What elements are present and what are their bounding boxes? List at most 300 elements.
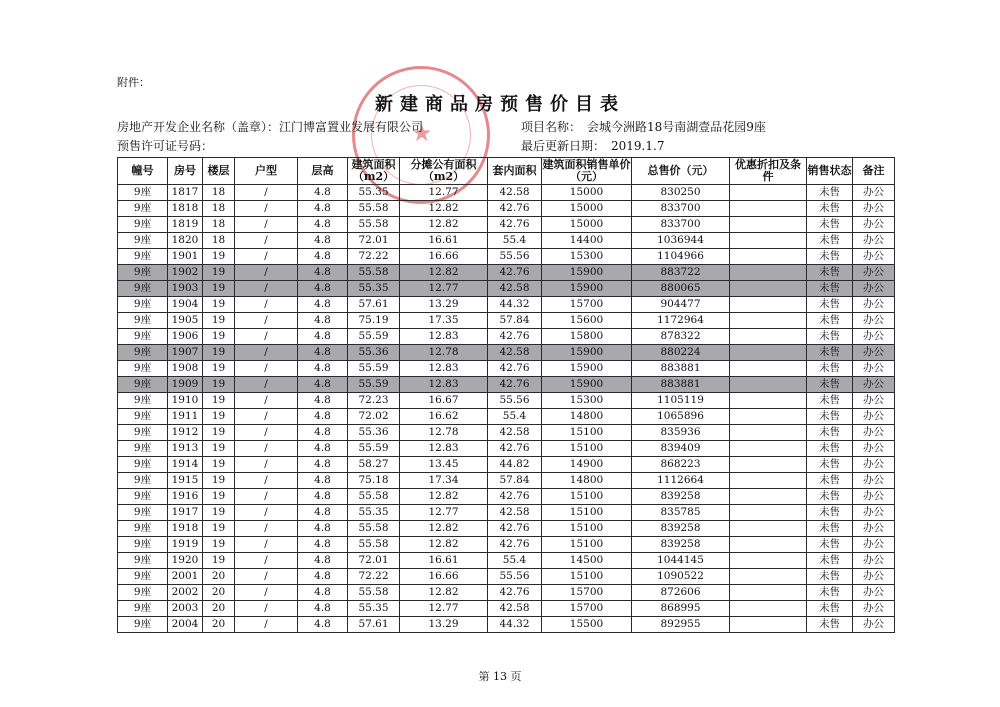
cell-building: 9座: [118, 457, 168, 473]
cell-height: 4.8: [298, 537, 348, 553]
cell-building: 9座: [118, 249, 168, 265]
cell-note: 办公: [853, 409, 895, 425]
cell-room: 1907: [168, 345, 203, 361]
column-header: 备注: [853, 158, 895, 185]
project-value: 会城今洲路18号南湖壹品花园9座: [587, 120, 766, 134]
cell-building: 9座: [118, 617, 168, 633]
cell-area: 72.02: [348, 409, 400, 425]
cell-note: 办公: [853, 585, 895, 601]
cell-building: 9座: [118, 521, 168, 537]
cell-floor: 19: [203, 473, 235, 489]
table-row: [118, 201, 895, 217]
cell-inner: 42.76: [488, 537, 542, 553]
attachment-label: 附件：: [117, 76, 150, 89]
cell-building: 9座: [118, 393, 168, 409]
cell-height: 4.8: [298, 505, 348, 521]
cell-area: 57.61: [348, 617, 400, 633]
cell-floor: 19: [203, 409, 235, 425]
page-number: 第 13 页: [478, 670, 522, 683]
cell-inner: 42.58: [488, 281, 542, 297]
cell-area: 75.18: [348, 473, 400, 489]
cell-status: 未售: [807, 297, 853, 313]
cell-shared: 16.66: [400, 569, 488, 585]
cell-height: 4.8: [298, 201, 348, 217]
cell-discount: [730, 505, 807, 521]
cell-unit-price: 15900: [542, 361, 632, 377]
cell-note: 办公: [853, 345, 895, 361]
cell-status: 未售: [807, 473, 853, 489]
update-value: 2019.1.7: [611, 139, 665, 153]
cell-shared: 12.77: [400, 281, 488, 297]
cell-unit-price: 15100: [542, 425, 632, 441]
cell-area: 72.23: [348, 393, 400, 409]
column-header: 楼层: [203, 158, 235, 185]
cell-building: 9座: [118, 329, 168, 345]
cell-discount: [730, 361, 807, 377]
cell-type: /: [235, 425, 298, 441]
table-row: [118, 617, 895, 633]
cell-height: 4.8: [298, 473, 348, 489]
cell-height: 4.8: [298, 489, 348, 505]
cell-type: /: [235, 473, 298, 489]
cell-room: 1902: [168, 265, 203, 281]
cell-note: 办公: [853, 441, 895, 457]
cell-area: 55.58: [348, 537, 400, 553]
cell-type: /: [235, 409, 298, 425]
cell-discount: [730, 489, 807, 505]
cell-building: 9座: [118, 185, 168, 201]
cell-unit-price: 15000: [542, 185, 632, 201]
cell-type: /: [235, 249, 298, 265]
cell-inner: 42.58: [488, 425, 542, 441]
cell-inner: 42.76: [488, 329, 542, 345]
cell-status: 未售: [807, 361, 853, 377]
cell-unit-price: 15900: [542, 265, 632, 281]
table-row: [118, 345, 895, 361]
cell-status: 未售: [807, 553, 853, 569]
cell-note: 办公: [853, 617, 895, 633]
cell-height: 4.8: [298, 329, 348, 345]
cell-type: /: [235, 393, 298, 409]
cell-floor: 18: [203, 185, 235, 201]
cell-type: /: [235, 233, 298, 249]
cell-status: 未售: [807, 521, 853, 537]
cell-note: 办公: [853, 297, 895, 313]
cell-building: 9座: [118, 489, 168, 505]
cell-unit-price: 15300: [542, 249, 632, 265]
cell-height: 4.8: [298, 585, 348, 601]
cell-floor: 20: [203, 585, 235, 601]
cell-discount: [730, 249, 807, 265]
cell-shared: 17.35: [400, 313, 488, 329]
cell-height: 4.8: [298, 249, 348, 265]
cell-room: 1906: [168, 329, 203, 345]
cell-discount: [730, 473, 807, 489]
cell-floor: 19: [203, 313, 235, 329]
cell-unit-price: 15100: [542, 505, 632, 521]
cell-status: 未售: [807, 425, 853, 441]
cell-type: /: [235, 569, 298, 585]
cell-total: 830250: [632, 185, 730, 201]
cell-area: 55.35: [348, 185, 400, 201]
cell-height: 4.8: [298, 441, 348, 457]
cell-type: /: [235, 361, 298, 377]
cell-total: 839409: [632, 441, 730, 457]
cell-height: 4.8: [298, 361, 348, 377]
cell-room: 1915: [168, 473, 203, 489]
cell-type: /: [235, 313, 298, 329]
cell-unit-price: 15900: [542, 377, 632, 393]
cell-note: 办公: [853, 377, 895, 393]
cell-note: 办公: [853, 457, 895, 473]
table-row: [118, 601, 895, 617]
cell-note: 办公: [853, 329, 895, 345]
column-header: 房号: [168, 158, 203, 185]
cell-height: 4.8: [298, 297, 348, 313]
table-row: [118, 281, 895, 297]
cell-inner: 42.58: [488, 601, 542, 617]
cell-room: 1917: [168, 505, 203, 521]
table-row: [118, 393, 895, 409]
cell-area: 55.59: [348, 377, 400, 393]
cell-building: 9座: [118, 601, 168, 617]
cell-total: 835785: [632, 505, 730, 521]
cell-unit-price: 15700: [542, 585, 632, 601]
cell-status: 未售: [807, 249, 853, 265]
cell-status: 未售: [807, 185, 853, 201]
cell-room: 1914: [168, 457, 203, 473]
cell-inner: 42.76: [488, 265, 542, 281]
cell-building: 9座: [118, 201, 168, 217]
column-header: 销售状态: [807, 158, 853, 185]
cell-total: 1036944: [632, 233, 730, 249]
cell-shared: 17.34: [400, 473, 488, 489]
cell-status: 未售: [807, 457, 853, 473]
cell-total: 833700: [632, 217, 730, 233]
cell-total: 883881: [632, 361, 730, 377]
cell-inner: 42.58: [488, 185, 542, 201]
cell-area: 55.35: [348, 505, 400, 521]
cell-area: 58.27: [348, 457, 400, 473]
cell-status: 未售: [807, 281, 853, 297]
cell-inner: 55.4: [488, 553, 542, 569]
cell-building: 9座: [118, 425, 168, 441]
cell-floor: 20: [203, 617, 235, 633]
cell-floor: 19: [203, 249, 235, 265]
cell-area: 55.35: [348, 601, 400, 617]
cell-unit-price: 15900: [542, 281, 632, 297]
cell-shared: 13.29: [400, 617, 488, 633]
cell-building: 9座: [118, 473, 168, 489]
cell-room: 2001: [168, 569, 203, 585]
cell-room: 1817: [168, 185, 203, 201]
cell-unit-price: 15100: [542, 537, 632, 553]
cell-shared: 12.82: [400, 265, 488, 281]
cell-floor: 19: [203, 361, 235, 377]
cell-inner: 42.76: [488, 585, 542, 601]
column-header: 建筑面积销售单价（元）: [542, 158, 631, 183]
cell-floor: 20: [203, 569, 235, 585]
update-label: 最后更新日期：: [521, 139, 606, 153]
table-row: [118, 441, 895, 457]
developer-value: 江门博富置业发展有限公司: [279, 120, 424, 134]
cell-floor: 19: [203, 377, 235, 393]
cell-discount: [730, 201, 807, 217]
cell-floor: 19: [203, 425, 235, 441]
cell-discount: [730, 585, 807, 601]
cell-total: 883881: [632, 377, 730, 393]
cell-shared: 12.78: [400, 425, 488, 441]
cell-note: 办公: [853, 393, 895, 409]
cell-room: 1918: [168, 521, 203, 537]
cell-room: 1820: [168, 233, 203, 249]
cell-type: /: [235, 505, 298, 521]
cell-building: 9座: [118, 553, 168, 569]
cell-note: 办公: [853, 217, 895, 233]
project-info: [521, 118, 766, 135]
cell-floor: 20: [203, 601, 235, 617]
cell-total: 1065896: [632, 409, 730, 425]
cell-height: 4.8: [298, 457, 348, 473]
cell-shared: 13.45: [400, 457, 488, 473]
table-row: [118, 233, 895, 249]
cell-unit-price: 15700: [542, 601, 632, 617]
cell-area: 55.58: [348, 521, 400, 537]
cell-inner: 57.84: [488, 473, 542, 489]
cell-room: 1905: [168, 313, 203, 329]
cell-shared: 12.82: [400, 217, 488, 233]
table-row: [118, 409, 895, 425]
cell-shared: 16.66: [400, 249, 488, 265]
cell-floor: 19: [203, 441, 235, 457]
cell-height: 4.8: [298, 553, 348, 569]
cell-area: 72.01: [348, 233, 400, 249]
cell-inner: 44.32: [488, 297, 542, 313]
cell-shared: 16.62: [400, 409, 488, 425]
cell-floor: 19: [203, 553, 235, 569]
cell-shared: 12.82: [400, 585, 488, 601]
cell-height: 4.8: [298, 233, 348, 249]
cell-type: /: [235, 457, 298, 473]
table-row: [118, 537, 895, 553]
cell-total: 1090522: [632, 569, 730, 585]
cell-type: /: [235, 281, 298, 297]
cell-type: /: [235, 441, 298, 457]
cell-unit-price: 14500: [542, 553, 632, 569]
cell-shared: 12.77: [400, 505, 488, 521]
cell-room: 1920: [168, 553, 203, 569]
cell-type: /: [235, 537, 298, 553]
cell-area: 55.58: [348, 201, 400, 217]
column-header: 优惠折扣及条件: [730, 158, 807, 185]
cell-room: 1819: [168, 217, 203, 233]
cell-building: 9座: [118, 585, 168, 601]
cell-inner: 42.76: [488, 361, 542, 377]
cell-status: 未售: [807, 505, 853, 521]
cell-type: /: [235, 217, 298, 233]
cell-inner: 55.56: [488, 569, 542, 585]
cell-height: 4.8: [298, 265, 348, 281]
cell-note: 办公: [853, 281, 895, 297]
cell-discount: [730, 569, 807, 585]
cell-room: 1916: [168, 489, 203, 505]
cell-unit-price: 15100: [542, 489, 632, 505]
cell-status: 未售: [807, 201, 853, 217]
cell-room: 1910: [168, 393, 203, 409]
cell-discount: [730, 345, 807, 361]
cell-unit-price: 15700: [542, 297, 632, 313]
cell-floor: 19: [203, 521, 235, 537]
cell-shared: 12.77: [400, 185, 488, 201]
cell-height: 4.8: [298, 617, 348, 633]
cell-note: 办公: [853, 265, 895, 281]
cell-type: /: [235, 329, 298, 345]
cell-total: 1044145: [632, 553, 730, 569]
cell-total: 839258: [632, 537, 730, 553]
cell-total: 868995: [632, 601, 730, 617]
cell-status: 未售: [807, 393, 853, 409]
table-row: [118, 505, 895, 521]
column-header: 建筑面积（m2）: [348, 158, 400, 185]
cell-floor: 18: [203, 233, 235, 249]
cell-status: 未售: [807, 585, 853, 601]
cell-total: 883722: [632, 265, 730, 281]
cell-building: 9座: [118, 297, 168, 313]
cell-discount: [730, 537, 807, 553]
cell-area: 55.58: [348, 585, 400, 601]
cell-type: /: [235, 345, 298, 361]
cell-total: 868223: [632, 457, 730, 473]
cell-inner: 42.76: [488, 521, 542, 537]
cell-area: 55.58: [348, 265, 400, 281]
cell-shared: 13.29: [400, 297, 488, 313]
cell-status: 未售: [807, 217, 853, 233]
cell-total: 1105119: [632, 393, 730, 409]
cell-area: 72.22: [348, 569, 400, 585]
cell-status: 未售: [807, 569, 853, 585]
cell-discount: [730, 617, 807, 633]
cell-area: 55.59: [348, 441, 400, 457]
cell-total: 880224: [632, 345, 730, 361]
cell-shared: 12.83: [400, 377, 488, 393]
cell-floor: 19: [203, 537, 235, 553]
cell-type: /: [235, 265, 298, 281]
cell-discount: [730, 265, 807, 281]
cell-unit-price: 15800: [542, 329, 632, 345]
cell-height: 4.8: [298, 217, 348, 233]
table-row: [118, 313, 895, 329]
cell-inner: 55.4: [488, 409, 542, 425]
cell-shared: 12.77: [400, 601, 488, 617]
cell-status: 未售: [807, 409, 853, 425]
cell-note: 办公: [853, 361, 895, 377]
cell-note: 办公: [853, 233, 895, 249]
cell-status: 未售: [807, 537, 853, 553]
cell-shared: 16.61: [400, 233, 488, 249]
table-header-row: [118, 158, 895, 185]
table-row: [118, 329, 895, 345]
cell-type: /: [235, 521, 298, 537]
column-header: 幢号: [118, 158, 168, 185]
cell-building: 9座: [118, 377, 168, 393]
cell-unit-price: 14900: [542, 457, 632, 473]
cell-total: 833700: [632, 201, 730, 217]
table-row: [118, 425, 895, 441]
cell-area: 72.01: [348, 553, 400, 569]
developer-info: [117, 118, 423, 135]
cell-floor: 19: [203, 489, 235, 505]
table-row: [118, 185, 895, 201]
cell-note: 办公: [853, 201, 895, 217]
cell-type: /: [235, 185, 298, 201]
cell-room: 1908: [168, 361, 203, 377]
cell-discount: [730, 281, 807, 297]
cell-type: /: [235, 377, 298, 393]
cell-room: 2003: [168, 601, 203, 617]
cell-building: 9座: [118, 233, 168, 249]
cell-type: /: [235, 601, 298, 617]
cell-discount: [730, 393, 807, 409]
cell-room: 1911: [168, 409, 203, 425]
cell-total: 1104966: [632, 249, 730, 265]
cell-total: 904477: [632, 297, 730, 313]
column-header: 分摊公有面积（m2）: [400, 158, 488, 185]
cell-total: 839258: [632, 489, 730, 505]
cell-discount: [730, 601, 807, 617]
update-info: [521, 137, 664, 154]
cell-inner: 57.84: [488, 313, 542, 329]
cell-unit-price: 15900: [542, 345, 632, 361]
cell-height: 4.8: [298, 425, 348, 441]
cell-unit-price: 15000: [542, 217, 632, 233]
column-header: 户型: [235, 158, 298, 185]
cell-shared: 12.82: [400, 537, 488, 553]
cell-shared: 16.67: [400, 393, 488, 409]
cell-total: 839258: [632, 521, 730, 537]
cell-inner: 55.56: [488, 249, 542, 265]
cell-discount: [730, 313, 807, 329]
cell-inner: 44.32: [488, 617, 542, 633]
cell-unit-price: 14800: [542, 473, 632, 489]
cell-building: 9座: [118, 265, 168, 281]
cell-unit-price: 15300: [542, 393, 632, 409]
cell-area: 72.22: [348, 249, 400, 265]
cell-room: 1901: [168, 249, 203, 265]
cell-total: 872606: [632, 585, 730, 601]
developer-label: 房地产开发企业名称（盖章）：: [117, 120, 280, 134]
cell-status: 未售: [807, 617, 853, 633]
cell-room: 2004: [168, 617, 203, 633]
project-label: 项目名称：: [521, 120, 582, 134]
cell-total: 880065: [632, 281, 730, 297]
price-table: [117, 157, 895, 633]
cell-shared: 16.61: [400, 553, 488, 569]
column-header: 总售价（元）: [632, 158, 730, 185]
cell-height: 4.8: [298, 601, 348, 617]
cell-unit-price: 14400: [542, 233, 632, 249]
cell-unit-price: 15600: [542, 313, 632, 329]
table-row: [118, 585, 895, 601]
cell-unit-price: 15100: [542, 569, 632, 585]
cell-inner: 42.76: [488, 377, 542, 393]
cell-height: 4.8: [298, 569, 348, 585]
table-row: [118, 361, 895, 377]
cell-building: 9座: [118, 345, 168, 361]
cell-height: 4.8: [298, 377, 348, 393]
table-row: [118, 217, 895, 233]
table-body: [118, 185, 895, 633]
cell-unit-price: 15500: [542, 617, 632, 633]
